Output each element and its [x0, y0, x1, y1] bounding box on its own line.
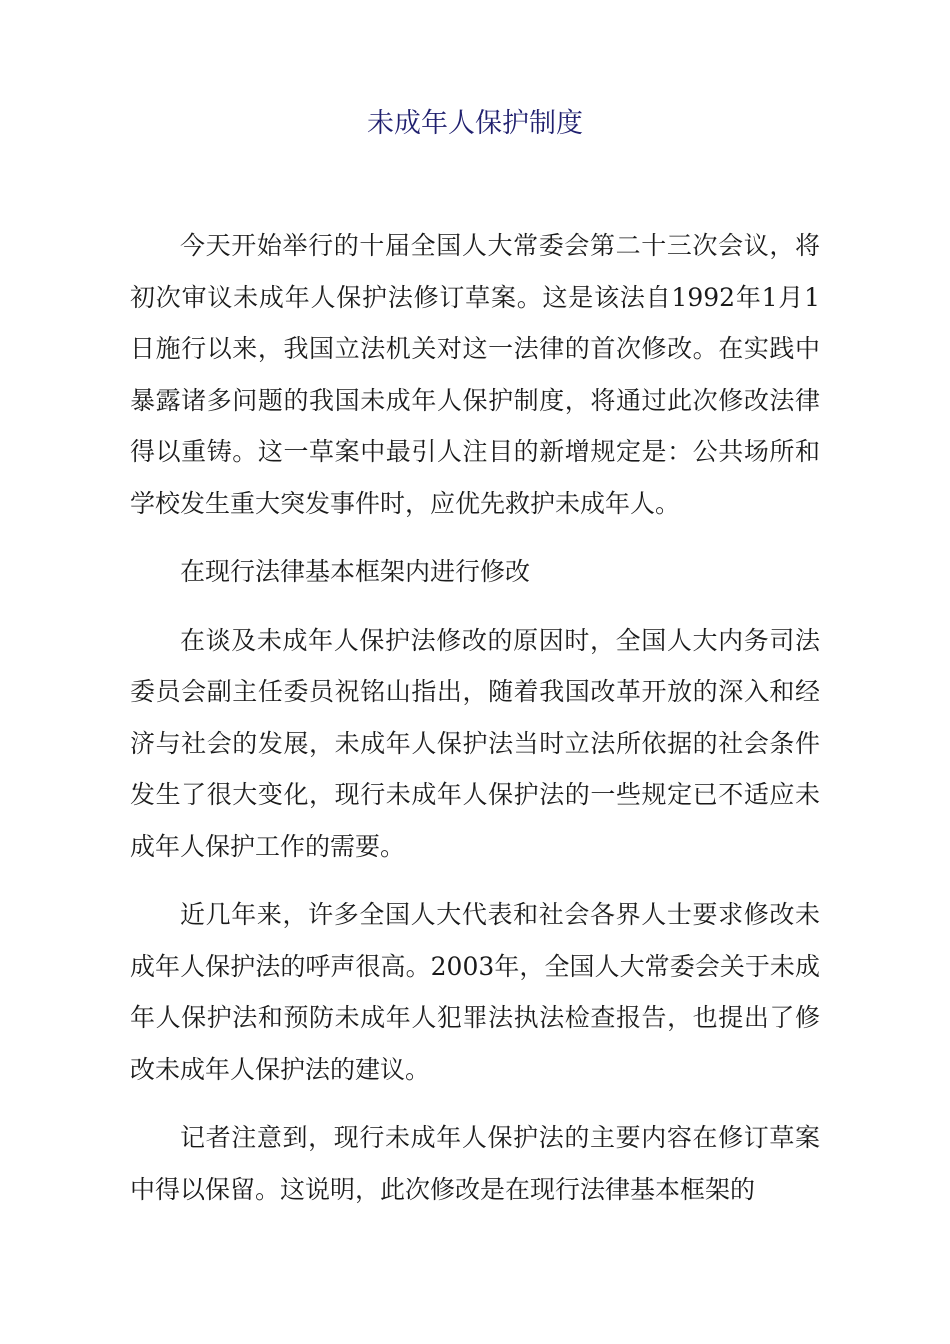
section-heading: 在现行法律基本框架内进行修改 [180, 557, 531, 586]
paragraph-reporter-note: 记者注意到，现行未成年人保护法的主要内容在修订草案中得以保留。这说明，此次修改是在现行法律基本框架的 [130, 1123, 820, 1204]
paragraph-background: 近几年来，许多全国人大代表和社会各界人士要求修改未成年人保护法的呼声很高。2003年，全国人大常委会关于未成年人保护法和预防未成年人犯罪法执法检查报告，也提出了修改未成年人保护法的建议。 [130, 900, 820, 1084]
document-title: 未成年人保护制度 [367, 108, 583, 139]
paragraph-reason: 在谈及未成年人保护法修改的原因时，全国人大内务司法委员会副主任委员祝铭山指出，随着我国改革开放的深入和经济与社会的发展，未成年人保护法当时立法所依据的社会条件发生了很大变化，现行未成年人保护法的一些规定已不适应未成年人保护工作的需要。 [130, 625, 820, 861]
document-body [130, 220, 820, 1232]
paragraph-intro: 今天开始举行的十届全国人大常委会第二十三次会议，将初次审议未成年人保护法修订草案。这是该法自1992年1月1日施行以来，我国立法机关对这一法律的首次修改。在实践中暴露诸多问题的我国未成年人保护制度，将通过此次修改法律得以重铸。这一草案中最引人注目的新增规定是：公共场所和学校发生重大突发事件时，应优先救护未成年人。 [130, 231, 820, 518]
